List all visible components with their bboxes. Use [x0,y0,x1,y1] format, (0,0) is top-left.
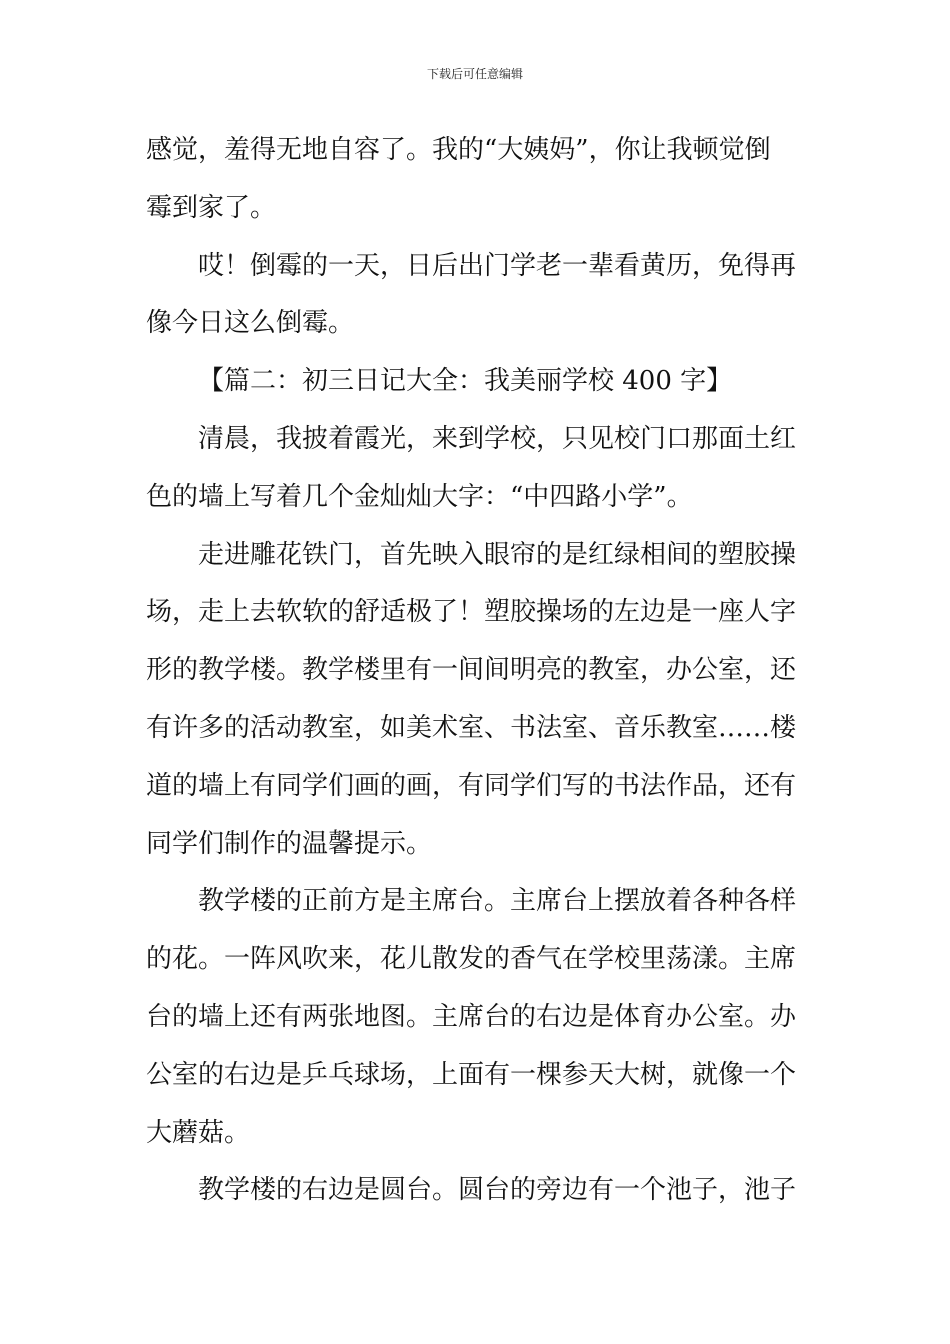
page-header: 下载后可任意编辑 [426,67,523,81]
body-text [146,122,808,1220]
text-line: 教学楼的正前方是主席台。主席台上摆放着各种各样 [198,886,797,917]
text-line: 同学们制作的温馨提示。 [146,828,433,859]
text-line: 道的墙上有同学们画的画，有同学们写的书法作品，还有 [146,770,797,801]
text-line: 霉到家了。 [146,192,277,223]
text-line: 走进雕花铁门，首先映入眼帘的是红绿相间的塑胶操 [198,539,797,570]
text-line: 场，走上去软软的舒适极了！塑胶操场的左边是一座人字 [146,597,797,628]
text-line: 清晨，我披着霞光，来到学校，只见校门口那面土红 [198,423,797,454]
text-line: 哎！倒霉的一天，日后出门学老一辈看黄历，免得再 [198,250,797,281]
text-line: 有许多的活动教室，如美术室、书法室、音乐教室……楼 [146,712,797,743]
text-line: 台的墙上还有两张地图。主席台的右边是体育办公室。办 [146,1001,797,1032]
text-line: 色的墙上写着几个金灿灿大字：“中四路小学”。 [146,481,693,512]
text-line: 感觉，羞得无地自容了。我的“大姨妈”，你让我顿觉倒 [146,135,771,165]
text-line: 公室的右边是乒乓球场，上面有一棵参天大树，就像一个 [146,1059,797,1090]
text-line: 大蘑菇。 [146,1117,251,1148]
text-line: 形的教学楼。教学楼里有一间间明亮的教室，办公室，还 [146,655,797,686]
text-line: 像今日这么倒霉。 [146,308,355,339]
text-line: 的花。一阵风吹来，花儿散发的香气在学校里荡漾。主席 [146,944,797,975]
text-line: 教学楼的右边是圆台。圆台的旁边有一个池子，池子 [198,1175,797,1206]
section-heading: 【篇二：初三日记大全：我美丽学校 400 字】 [198,366,733,397]
